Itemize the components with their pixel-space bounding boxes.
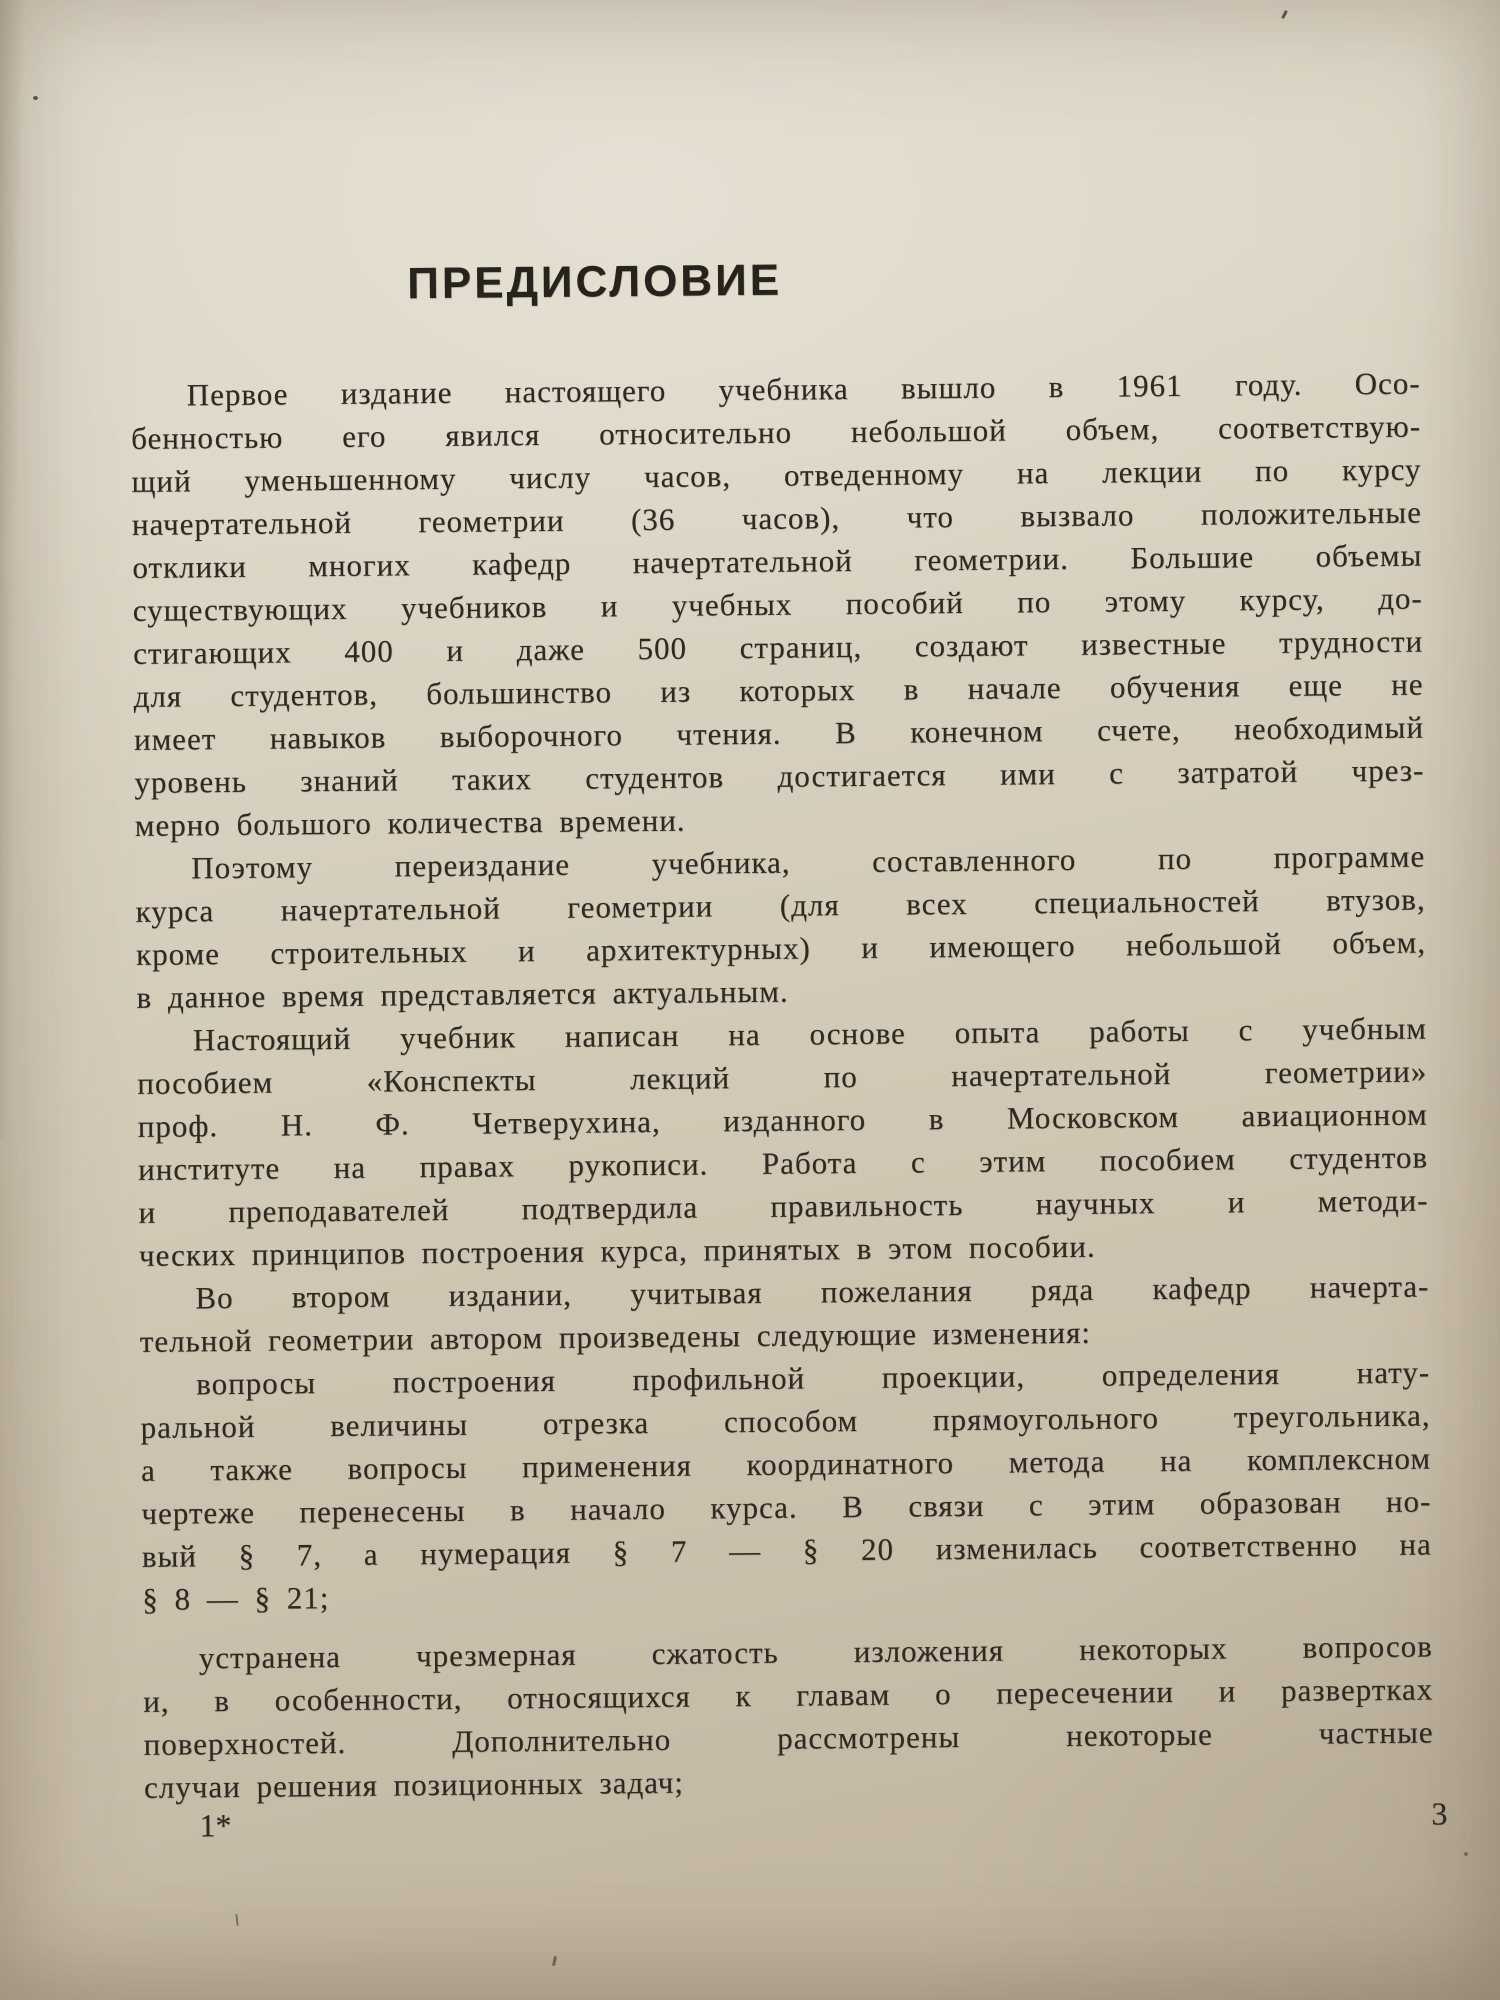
text-line: имеет навыков выборочного чтения. В конечном счете, необходимый — [133, 709, 1425, 757]
text-line: тельной геометрии автором произведены следующие изменения: — [139, 1314, 1092, 1359]
paragraph — [135, 835, 1427, 1019]
text-line: проф. Н. Ф. Четверухина, изданного в Московском авиационном — [137, 1096, 1428, 1144]
text-line: для студентов, большинство из которых в начале обучения еще не — [133, 666, 1424, 714]
text-line: Первое издание настоящего учебника вышло в 1961 году. Осо- — [186, 365, 1421, 413]
text-line: уровень знаний таких студентов достигается ими с затратой чрез- — [134, 752, 1425, 800]
paragraph — [143, 1624, 1435, 1808]
paragraph — [137, 1007, 1429, 1277]
text-line: бенностью его явился относительно небольшой объем, соответствую- — [130, 408, 1422, 456]
text-line: институте на правах рукописи. Работа с этим пособием студентов — [137, 1139, 1429, 1187]
page-number: 3 — [1431, 1795, 1448, 1832]
text-line: устранена чрезмерная сжатость изложения некоторых вопросов — [198, 1628, 1433, 1676]
text-line: кроме строительных и архитектурных) и имеющего небольшой объем, — [135, 924, 1427, 972]
text-line: пособием «Конспекты лекций по начертательной геометрии» — [137, 1053, 1428, 1101]
paragraph — [140, 1350, 1432, 1620]
text-line: щий уменьшенному числу часов, отведенному на лекции по курсу — [131, 451, 1422, 499]
paragraph — [139, 1265, 1430, 1363]
page-body — [130, 362, 1434, 1809]
text-line: вый § 7, а нумерация § 7 — § 20 изменилась соответственно на — [141, 1526, 1432, 1574]
text-line: мерно большого количества времени. — [134, 802, 686, 843]
text-line: случаи решения позиционных задач; — [143, 1764, 685, 1805]
text-line: чертеже перенесены в начало курса. В связи с этим образован но- — [141, 1483, 1432, 1531]
text-line: ральной величины отрезка способом прямоугольного треугольника, — [140, 1397, 1431, 1445]
text-line: и преподавателей подтвердила правильность научных и методи- — [138, 1182, 1429, 1230]
text-line: отклики многих кафедр начертательной геометрии. Большие объемы — [132, 537, 1423, 585]
text-line: Во втором издании, учитывая пожелания ряда кафедр начерта- — [195, 1268, 1430, 1316]
text-line: начертательной геометрии (36 часов), что вызвало положительные — [131, 494, 1423, 542]
text-line: и, в особенности, относящихся к главам о пересечении и развертках — [143, 1671, 1434, 1719]
text-line: ческих принципов построения курса, принятых в этом пособии. — [138, 1228, 1096, 1273]
text-line: существующих учебников и учебных пособий по этому курсу, до- — [132, 580, 1423, 628]
text-line: курса начертательной геометрии (для всех специальностей втузов, — [135, 881, 1426, 929]
text-line: вопросы построения профильной проекции, определения нату- — [196, 1354, 1431, 1402]
text-line: стигающих 400 и даже 500 страниц, создают известные трудности — [133, 623, 1424, 671]
text-line: Настоящий учебник написан на основе опыта работы с учебным — [192, 1010, 1428, 1058]
signature-mark: 1* — [199, 1807, 232, 1844]
text-line: а также вопросы применения координатного метода на комплексном — [140, 1440, 1432, 1488]
text-line: Поэтому переиздание учебника, составленного по программе — [191, 838, 1426, 886]
text-line: § 8 — § 21; — [142, 1580, 330, 1617]
text-line: в данное время представляется актуальным. — [136, 973, 789, 1015]
paragraph — [130, 362, 1424, 847]
text-line: поверхностей. Дополнительно рассмотрены некоторые частные — [143, 1714, 1434, 1762]
page-title: ПРЕДИСЛОВИЕ — [406, 255, 783, 309]
